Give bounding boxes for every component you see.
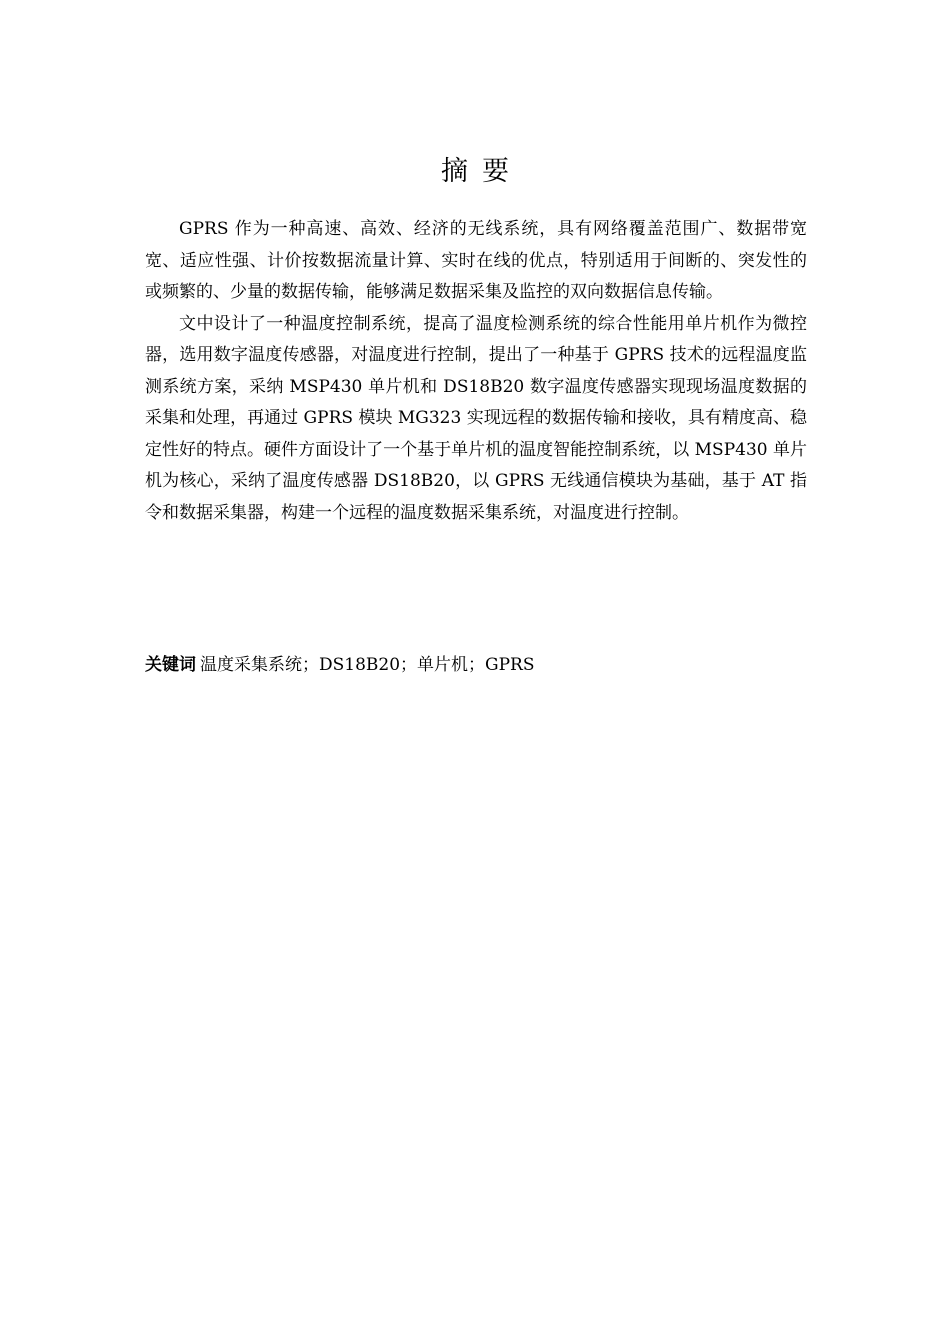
abstract-paragraph-1: GPRS 作为一种高速、高效、经济的无线系统，具有网络覆盖范围广、数据带宽宽、适应性强、计价按数据流量计算、实时在线的优点，特别适用于间断的、突发性的或频繁的、少量的数据传输，能够满足数据采集及监控的双向数据信息传输。 [145, 219, 807, 302]
abstract-body [145, 214, 807, 529]
keywords-label: 关键词 [145, 655, 196, 675]
title-char-1: 摘 [441, 156, 468, 187]
keywords-text: 温度采集系统；DS18B20；单片机；GPRS [200, 655, 535, 675]
title-char-2: 要 [482, 156, 509, 187]
keywords-line [145, 650, 807, 681]
page-title [0, 152, 950, 192]
abstract-paragraph-2: 文中设计了一种温度控制系统，提高了温度检测系统的综合性能用单片机作为微控器，选用数字温度传感器，对温度进行控制，提出了一种基于 GPRS 技术的远程温度监测系统方案，采纳 MSP430 单片机和 DS18B20 数字温度传感器实现现场温度数据的采集和处理，再通过 GPRS 模块 MG323 实现远程的数据传输和接收，具有精度高、稳定性好的特点。硬件方面设计了一个基于单片机的温度智能控制系统，以 MSP430 单片机为核心，采纳了温度传感器 DS18B20，以 GPRS 无线通信模块为基础，基于 AT 指令和数据采集器，构建一个远程的温度数据采集系统，对温度进行控制。 [145, 313, 807, 523]
